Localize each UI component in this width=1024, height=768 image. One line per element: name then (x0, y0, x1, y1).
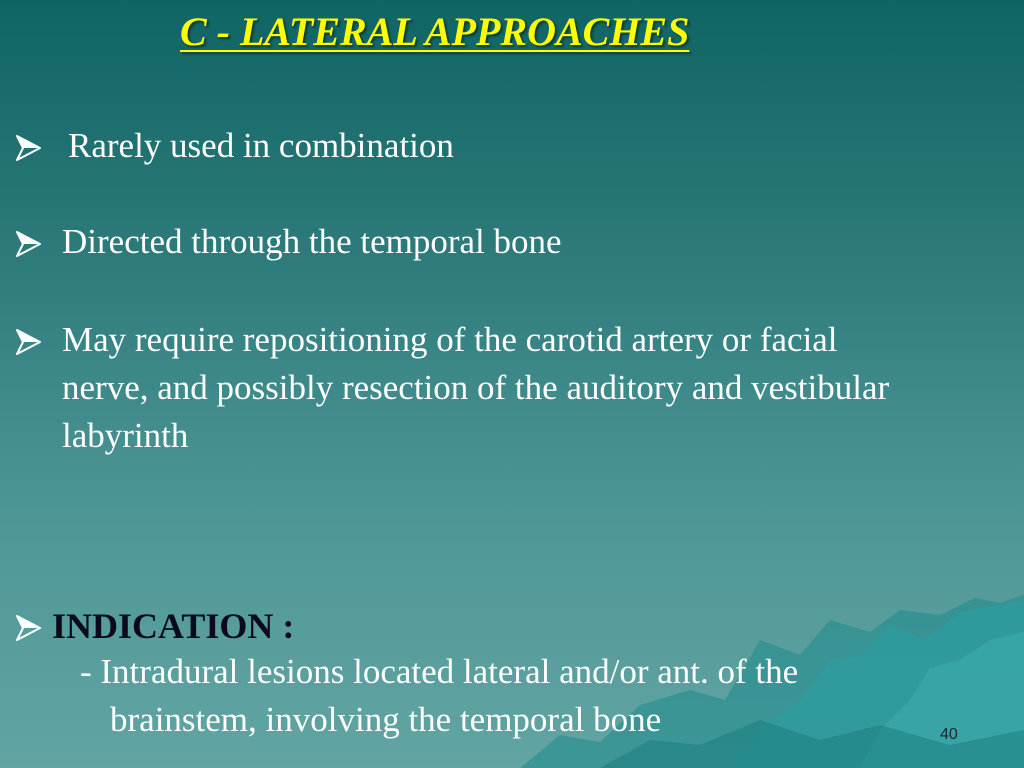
bullet-text-multiline (62, 316, 889, 460)
bullet-line: May require repositioning of the carotid artery or facial (62, 320, 838, 359)
arrow-bullet-icon (14, 614, 42, 642)
indication-line: - Intradural lesions located lateral and/or ant. of the (80, 652, 799, 691)
bullet-line: labyrinth (62, 416, 189, 455)
indication-item (0, 602, 294, 650)
arrow-bullet-icon (14, 230, 42, 258)
indication-heading: INDICATION : (52, 606, 295, 646)
arrow-bullet-icon (14, 328, 42, 356)
bullet-item (0, 218, 562, 266)
arrow-bullet-icon (14, 134, 42, 162)
indication-line: brainstem, involving the temporal bone (110, 700, 662, 739)
slide-title: C - LATERAL APPROACHES (180, 9, 690, 54)
bullet-text: Directed through the temporal bone (62, 222, 562, 261)
bullet-line: nerve, and possibly resection of the auditory and vestibular (62, 368, 890, 407)
page-number: 40 (940, 726, 958, 743)
bullet-item (0, 316, 889, 460)
bullet-item (0, 122, 454, 170)
bullet-text: Rarely used in combination (68, 126, 454, 165)
